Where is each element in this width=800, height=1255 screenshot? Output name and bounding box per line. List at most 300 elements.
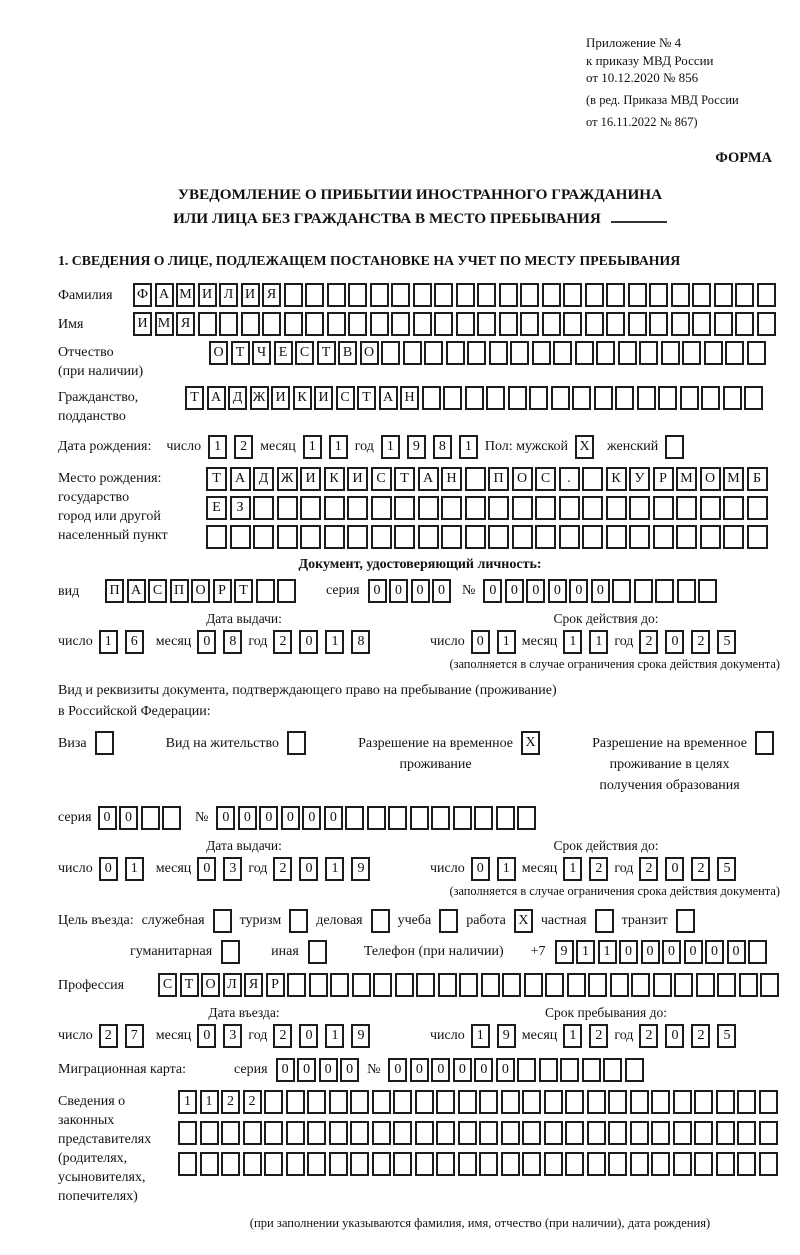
char-cell[interactable]: [676, 525, 697, 549]
char-cell[interactable]: [744, 386, 763, 410]
purpose-work-checkbox[interactable]: X: [514, 909, 533, 933]
char-cell[interactable]: [649, 312, 668, 336]
char-cell[interactable]: 2: [221, 1090, 240, 1114]
char-cell[interactable]: [256, 579, 275, 603]
char-cell[interactable]: 1: [303, 435, 322, 459]
char-cell[interactable]: [300, 525, 321, 549]
char-cell[interactable]: [524, 973, 543, 997]
char-cell[interactable]: 0: [281, 806, 300, 830]
char-cell[interactable]: Ж: [277, 467, 298, 491]
char-cell[interactable]: 2: [589, 1024, 608, 1048]
char-cell[interactable]: [277, 525, 298, 549]
char-cell[interactable]: [582, 496, 603, 520]
char-cell[interactable]: [264, 1090, 283, 1114]
char-cell[interactable]: [162, 806, 181, 830]
char-cell[interactable]: 0: [548, 579, 567, 603]
char-cell[interactable]: [350, 1121, 369, 1145]
char-cell[interactable]: [465, 467, 486, 491]
char-cell[interactable]: [479, 1121, 498, 1145]
char-cell[interactable]: [243, 1152, 262, 1176]
char-cell[interactable]: [436, 1090, 455, 1114]
char-cell[interactable]: [458, 1090, 477, 1114]
char-cell[interactable]: [477, 283, 496, 307]
char-cell[interactable]: [676, 496, 697, 520]
char-cell[interactable]: 0: [665, 1024, 684, 1048]
char-cell[interactable]: 1: [329, 435, 348, 459]
char-cell[interactable]: В: [338, 341, 357, 365]
char-cell[interactable]: 2: [639, 630, 658, 654]
char-cell[interactable]: [639, 341, 658, 365]
char-cell[interactable]: [651, 1090, 670, 1114]
char-cell[interactable]: [587, 1152, 606, 1176]
char-cell[interactable]: [286, 1152, 305, 1176]
char-cell[interactable]: [413, 283, 432, 307]
char-cell[interactable]: 6: [125, 630, 144, 654]
char-cell[interactable]: [673, 1152, 692, 1176]
purpose-private-checkbox[interactable]: [595, 909, 614, 933]
char-cell[interactable]: [501, 1121, 520, 1145]
char-cell[interactable]: 0: [505, 579, 524, 603]
char-cell[interactable]: [630, 1152, 649, 1176]
char-cell[interactable]: Л: [223, 973, 242, 997]
char-cell[interactable]: [587, 1090, 606, 1114]
char-cell[interactable]: [501, 1090, 520, 1114]
char-cell[interactable]: [467, 341, 486, 365]
char-cell[interactable]: [747, 341, 766, 365]
char-cell[interactable]: 1: [381, 435, 400, 459]
char-cell[interactable]: [694, 1121, 713, 1145]
char-cell[interactable]: [499, 283, 518, 307]
char-cell[interactable]: [694, 1152, 713, 1176]
char-cell[interactable]: [606, 312, 625, 336]
char-cell[interactable]: [264, 1121, 283, 1145]
char-cell[interactable]: [501, 1152, 520, 1176]
char-cell[interactable]: [544, 1121, 563, 1145]
char-cell[interactable]: [329, 1152, 348, 1176]
char-cell[interactable]: [698, 579, 717, 603]
char-cell[interactable]: [700, 496, 721, 520]
char-cell[interactable]: [391, 312, 410, 336]
char-cell[interactable]: [760, 973, 779, 997]
char-cell[interactable]: [629, 496, 650, 520]
char-cell[interactable]: [479, 1152, 498, 1176]
char-cell[interactable]: [759, 1152, 778, 1176]
char-cell[interactable]: [253, 496, 274, 520]
char-cell[interactable]: [393, 1121, 412, 1145]
char-cell[interactable]: С: [148, 579, 167, 603]
char-cell[interactable]: А: [155, 283, 174, 307]
char-cell[interactable]: К: [324, 467, 345, 491]
char-cell[interactable]: [324, 525, 345, 549]
char-cell[interactable]: [651, 1152, 670, 1176]
char-cell[interactable]: [671, 312, 690, 336]
char-cell[interactable]: Т: [185, 386, 204, 410]
char-cell[interactable]: [606, 525, 627, 549]
char-cell[interactable]: [300, 496, 321, 520]
char-cell[interactable]: [725, 341, 744, 365]
char-cell[interactable]: Б: [747, 467, 768, 491]
temp-residence-education-checkbox[interactable]: [755, 731, 774, 755]
char-cell[interactable]: [544, 1152, 563, 1176]
char-cell[interactable]: 3: [223, 857, 242, 881]
char-cell[interactable]: Я: [262, 283, 281, 307]
char-cell[interactable]: О: [360, 341, 379, 365]
char-cell[interactable]: [200, 1152, 219, 1176]
char-cell[interactable]: И: [198, 283, 217, 307]
char-cell[interactable]: [606, 496, 627, 520]
char-cell[interactable]: [575, 341, 594, 365]
char-cell[interactable]: Т: [357, 386, 376, 410]
char-cell[interactable]: И: [300, 467, 321, 491]
char-cell[interactable]: 0: [641, 940, 660, 964]
char-cell[interactable]: [307, 1121, 326, 1145]
char-cell[interactable]: 8: [351, 630, 370, 654]
char-cell[interactable]: [628, 283, 647, 307]
char-cell[interactable]: [630, 1121, 649, 1145]
char-cell[interactable]: 0: [665, 857, 684, 881]
char-cell[interactable]: [477, 312, 496, 336]
char-cell[interactable]: 2: [589, 857, 608, 881]
gender-male-checkbox[interactable]: X: [575, 435, 594, 459]
char-cell[interactable]: [615, 386, 634, 410]
char-cell[interactable]: [704, 341, 723, 365]
char-cell[interactable]: 0: [526, 579, 545, 603]
char-cell[interactable]: [453, 806, 472, 830]
char-cell[interactable]: Ж: [250, 386, 269, 410]
gender-female-checkbox[interactable]: [665, 435, 684, 459]
purpose-business-checkbox[interactable]: [371, 909, 390, 933]
char-cell[interactable]: 0: [411, 579, 430, 603]
char-cell[interactable]: 0: [98, 806, 117, 830]
char-cell[interactable]: 0: [324, 806, 343, 830]
char-cell[interactable]: [606, 283, 625, 307]
char-cell[interactable]: 0: [705, 940, 724, 964]
char-cell[interactable]: [671, 283, 690, 307]
char-cell[interactable]: 1: [325, 857, 344, 881]
char-cell[interactable]: [481, 973, 500, 997]
char-cell[interactable]: 1: [125, 857, 144, 881]
purpose-other-checkbox[interactable]: [308, 940, 327, 964]
char-cell[interactable]: А: [379, 386, 398, 410]
char-cell[interactable]: 0: [197, 1024, 216, 1048]
char-cell[interactable]: [603, 1058, 622, 1082]
char-cell[interactable]: 0: [197, 857, 216, 881]
char-cell[interactable]: 0: [619, 940, 638, 964]
char-cell[interactable]: [415, 1090, 434, 1114]
char-cell[interactable]: [241, 312, 260, 336]
char-cell[interactable]: [565, 1121, 584, 1145]
char-cell[interactable]: [565, 1152, 584, 1176]
char-cell[interactable]: [700, 525, 721, 549]
char-cell[interactable]: [737, 1090, 756, 1114]
char-cell[interactable]: 9: [555, 940, 574, 964]
char-cell[interactable]: Ч: [252, 341, 271, 365]
char-cell[interactable]: Т: [180, 973, 199, 997]
char-cell[interactable]: [582, 1058, 601, 1082]
char-cell[interactable]: 2: [273, 630, 292, 654]
char-cell[interactable]: [277, 496, 298, 520]
char-cell[interactable]: [723, 525, 744, 549]
char-cell[interactable]: [655, 579, 674, 603]
char-cell[interactable]: [410, 806, 429, 830]
char-cell[interactable]: 1: [497, 857, 516, 881]
char-cell[interactable]: [716, 1090, 735, 1114]
char-cell[interactable]: М: [723, 467, 744, 491]
char-cell[interactable]: Т: [317, 341, 336, 365]
char-cell[interactable]: 0: [431, 1058, 450, 1082]
char-cell[interactable]: [612, 579, 631, 603]
char-cell[interactable]: Т: [394, 467, 415, 491]
char-cell[interactable]: [567, 973, 586, 997]
char-cell[interactable]: Е: [274, 341, 293, 365]
char-cell[interactable]: 0: [453, 1058, 472, 1082]
char-cell[interactable]: [747, 525, 768, 549]
char-cell[interactable]: [456, 312, 475, 336]
char-cell[interactable]: [418, 525, 439, 549]
char-cell[interactable]: [520, 283, 539, 307]
char-cell[interactable]: [559, 496, 580, 520]
char-cell[interactable]: [757, 312, 776, 336]
char-cell[interactable]: [714, 283, 733, 307]
char-cell[interactable]: 5: [717, 1024, 736, 1048]
char-cell[interactable]: [496, 806, 515, 830]
char-cell[interactable]: 1: [563, 630, 582, 654]
char-cell[interactable]: [459, 973, 478, 997]
char-cell[interactable]: 0: [471, 630, 490, 654]
char-cell[interactable]: 1: [563, 857, 582, 881]
char-cell[interactable]: [522, 1152, 541, 1176]
char-cell[interactable]: [388, 806, 407, 830]
char-cell[interactable]: [759, 1121, 778, 1145]
char-cell[interactable]: .: [559, 467, 580, 491]
char-cell[interactable]: [436, 1152, 455, 1176]
char-cell[interactable]: [372, 1090, 391, 1114]
char-cell[interactable]: 0: [483, 579, 502, 603]
char-cell[interactable]: 0: [496, 1058, 515, 1082]
char-cell[interactable]: 1: [471, 1024, 490, 1048]
char-cell[interactable]: [653, 973, 672, 997]
char-cell[interactable]: 1: [589, 630, 608, 654]
char-cell[interactable]: [373, 973, 392, 997]
char-cell[interactable]: С: [158, 973, 177, 997]
char-cell[interactable]: [682, 341, 701, 365]
char-cell[interactable]: [413, 312, 432, 336]
char-cell[interactable]: 0: [432, 579, 451, 603]
char-cell[interactable]: Р: [266, 973, 285, 997]
char-cell[interactable]: [486, 386, 505, 410]
char-cell[interactable]: [264, 1152, 283, 1176]
char-cell[interactable]: А: [418, 467, 439, 491]
char-cell[interactable]: [510, 341, 529, 365]
char-cell[interactable]: [243, 1121, 262, 1145]
char-cell[interactable]: [692, 312, 711, 336]
char-cell[interactable]: П: [170, 579, 189, 603]
char-cell[interactable]: [735, 312, 754, 336]
char-cell[interactable]: [488, 525, 509, 549]
char-cell[interactable]: Т: [234, 579, 253, 603]
char-cell[interactable]: 2: [99, 1024, 118, 1048]
char-cell[interactable]: 0: [197, 630, 216, 654]
char-cell[interactable]: Т: [206, 467, 227, 491]
char-cell[interactable]: [434, 283, 453, 307]
char-cell[interactable]: [284, 283, 303, 307]
char-cell[interactable]: [324, 496, 345, 520]
char-cell[interactable]: [198, 312, 217, 336]
char-cell[interactable]: А: [230, 467, 251, 491]
char-cell[interactable]: [653, 525, 674, 549]
char-cell[interactable]: [585, 283, 604, 307]
purpose-humanitarian-checkbox[interactable]: [221, 940, 240, 964]
char-cell[interactable]: М: [155, 312, 174, 336]
char-cell[interactable]: Д: [253, 467, 274, 491]
char-cell[interactable]: И: [241, 283, 260, 307]
char-cell[interactable]: Л: [219, 283, 238, 307]
char-cell[interactable]: [221, 1121, 240, 1145]
char-cell[interactable]: И: [347, 467, 368, 491]
char-cell[interactable]: [748, 940, 767, 964]
char-cell[interactable]: [403, 341, 422, 365]
char-cell[interactable]: [716, 1121, 735, 1145]
char-cell[interactable]: 8: [223, 630, 242, 654]
char-cell[interactable]: [434, 312, 453, 336]
char-cell[interactable]: [443, 386, 462, 410]
char-cell[interactable]: И: [133, 312, 152, 336]
char-cell[interactable]: [327, 283, 346, 307]
char-cell[interactable]: 0: [471, 857, 490, 881]
char-cell[interactable]: [446, 341, 465, 365]
char-cell[interactable]: [371, 496, 392, 520]
char-cell[interactable]: [418, 496, 439, 520]
char-cell[interactable]: А: [127, 579, 146, 603]
char-cell[interactable]: 1: [208, 435, 227, 459]
char-cell[interactable]: 0: [299, 630, 318, 654]
char-cell[interactable]: [610, 973, 629, 997]
char-cell[interactable]: [539, 1058, 558, 1082]
char-cell[interactable]: 9: [351, 1024, 370, 1048]
char-cell[interactable]: [499, 312, 518, 336]
char-cell[interactable]: [393, 1152, 412, 1176]
char-cell[interactable]: [230, 525, 251, 549]
char-cell[interactable]: О: [512, 467, 533, 491]
char-cell[interactable]: 9: [351, 857, 370, 881]
char-cell[interactable]: [141, 806, 160, 830]
char-cell[interactable]: [608, 1090, 627, 1114]
char-cell[interactable]: [522, 1090, 541, 1114]
char-cell[interactable]: У: [629, 467, 650, 491]
char-cell[interactable]: О: [209, 341, 228, 365]
char-cell[interactable]: [489, 341, 508, 365]
char-cell[interactable]: [716, 1152, 735, 1176]
char-cell[interactable]: [717, 973, 736, 997]
char-cell[interactable]: [502, 973, 521, 997]
char-cell[interactable]: 0: [662, 940, 681, 964]
char-cell[interactable]: [305, 312, 324, 336]
char-cell[interactable]: [565, 1090, 584, 1114]
char-cell[interactable]: [307, 1152, 326, 1176]
char-cell[interactable]: 1: [99, 630, 118, 654]
char-cell[interactable]: 1: [325, 1024, 344, 1048]
char-cell[interactable]: [372, 1121, 391, 1145]
char-cell[interactable]: 2: [273, 1024, 292, 1048]
char-cell[interactable]: [625, 1058, 644, 1082]
char-cell[interactable]: [395, 973, 414, 997]
char-cell[interactable]: [544, 1090, 563, 1114]
char-cell[interactable]: [582, 467, 603, 491]
char-cell[interactable]: [508, 386, 527, 410]
char-cell[interactable]: [535, 525, 556, 549]
char-cell[interactable]: [350, 1152, 369, 1176]
char-cell[interactable]: [371, 525, 392, 549]
char-cell[interactable]: [735, 283, 754, 307]
char-cell[interactable]: С: [371, 467, 392, 491]
char-cell[interactable]: 0: [727, 940, 746, 964]
char-cell[interactable]: 0: [302, 806, 321, 830]
char-cell[interactable]: 5: [717, 630, 736, 654]
char-cell[interactable]: [628, 312, 647, 336]
char-cell[interactable]: 2: [691, 1024, 710, 1048]
char-cell[interactable]: 0: [299, 1024, 318, 1048]
char-cell[interactable]: [424, 341, 443, 365]
char-cell[interactable]: [393, 1090, 412, 1114]
char-cell[interactable]: Ф: [133, 283, 152, 307]
char-cell[interactable]: [367, 806, 386, 830]
char-cell[interactable]: 0: [569, 579, 588, 603]
char-cell[interactable]: 0: [238, 806, 257, 830]
char-cell[interactable]: [759, 1090, 778, 1114]
char-cell[interactable]: 2: [234, 435, 253, 459]
char-cell[interactable]: [588, 973, 607, 997]
char-cell[interactable]: 0: [684, 940, 703, 964]
char-cell[interactable]: [696, 973, 715, 997]
char-cell[interactable]: [739, 973, 758, 997]
char-cell[interactable]: [458, 1152, 477, 1176]
char-cell[interactable]: [347, 525, 368, 549]
char-cell[interactable]: [441, 525, 462, 549]
char-cell[interactable]: [381, 341, 400, 365]
char-cell[interactable]: [370, 312, 389, 336]
purpose-study-checkbox[interactable]: [439, 909, 458, 933]
char-cell[interactable]: [585, 312, 604, 336]
char-cell[interactable]: Р: [213, 579, 232, 603]
char-cell[interactable]: Я: [176, 312, 195, 336]
char-cell[interactable]: [394, 525, 415, 549]
char-cell[interactable]: [747, 496, 768, 520]
char-cell[interactable]: [737, 1121, 756, 1145]
char-cell[interactable]: [694, 1090, 713, 1114]
char-cell[interactable]: [286, 1121, 305, 1145]
char-cell[interactable]: [479, 1090, 498, 1114]
char-cell[interactable]: 1: [200, 1090, 219, 1114]
char-cell[interactable]: [221, 1152, 240, 1176]
char-cell[interactable]: [563, 283, 582, 307]
char-cell[interactable]: С: [295, 341, 314, 365]
char-cell[interactable]: [206, 525, 227, 549]
char-cell[interactable]: 2: [691, 630, 710, 654]
char-cell[interactable]: [277, 579, 296, 603]
char-cell[interactable]: 5: [717, 857, 736, 881]
char-cell[interactable]: Я: [244, 973, 263, 997]
char-cell[interactable]: [532, 341, 551, 365]
char-cell[interactable]: [286, 1090, 305, 1114]
char-cell[interactable]: [559, 525, 580, 549]
char-cell[interactable]: [465, 496, 486, 520]
char-cell[interactable]: [608, 1121, 627, 1145]
char-cell[interactable]: [305, 283, 324, 307]
char-cell[interactable]: [327, 312, 346, 336]
char-cell[interactable]: [512, 525, 533, 549]
char-cell[interactable]: 0: [389, 579, 408, 603]
char-cell[interactable]: 1: [497, 630, 516, 654]
